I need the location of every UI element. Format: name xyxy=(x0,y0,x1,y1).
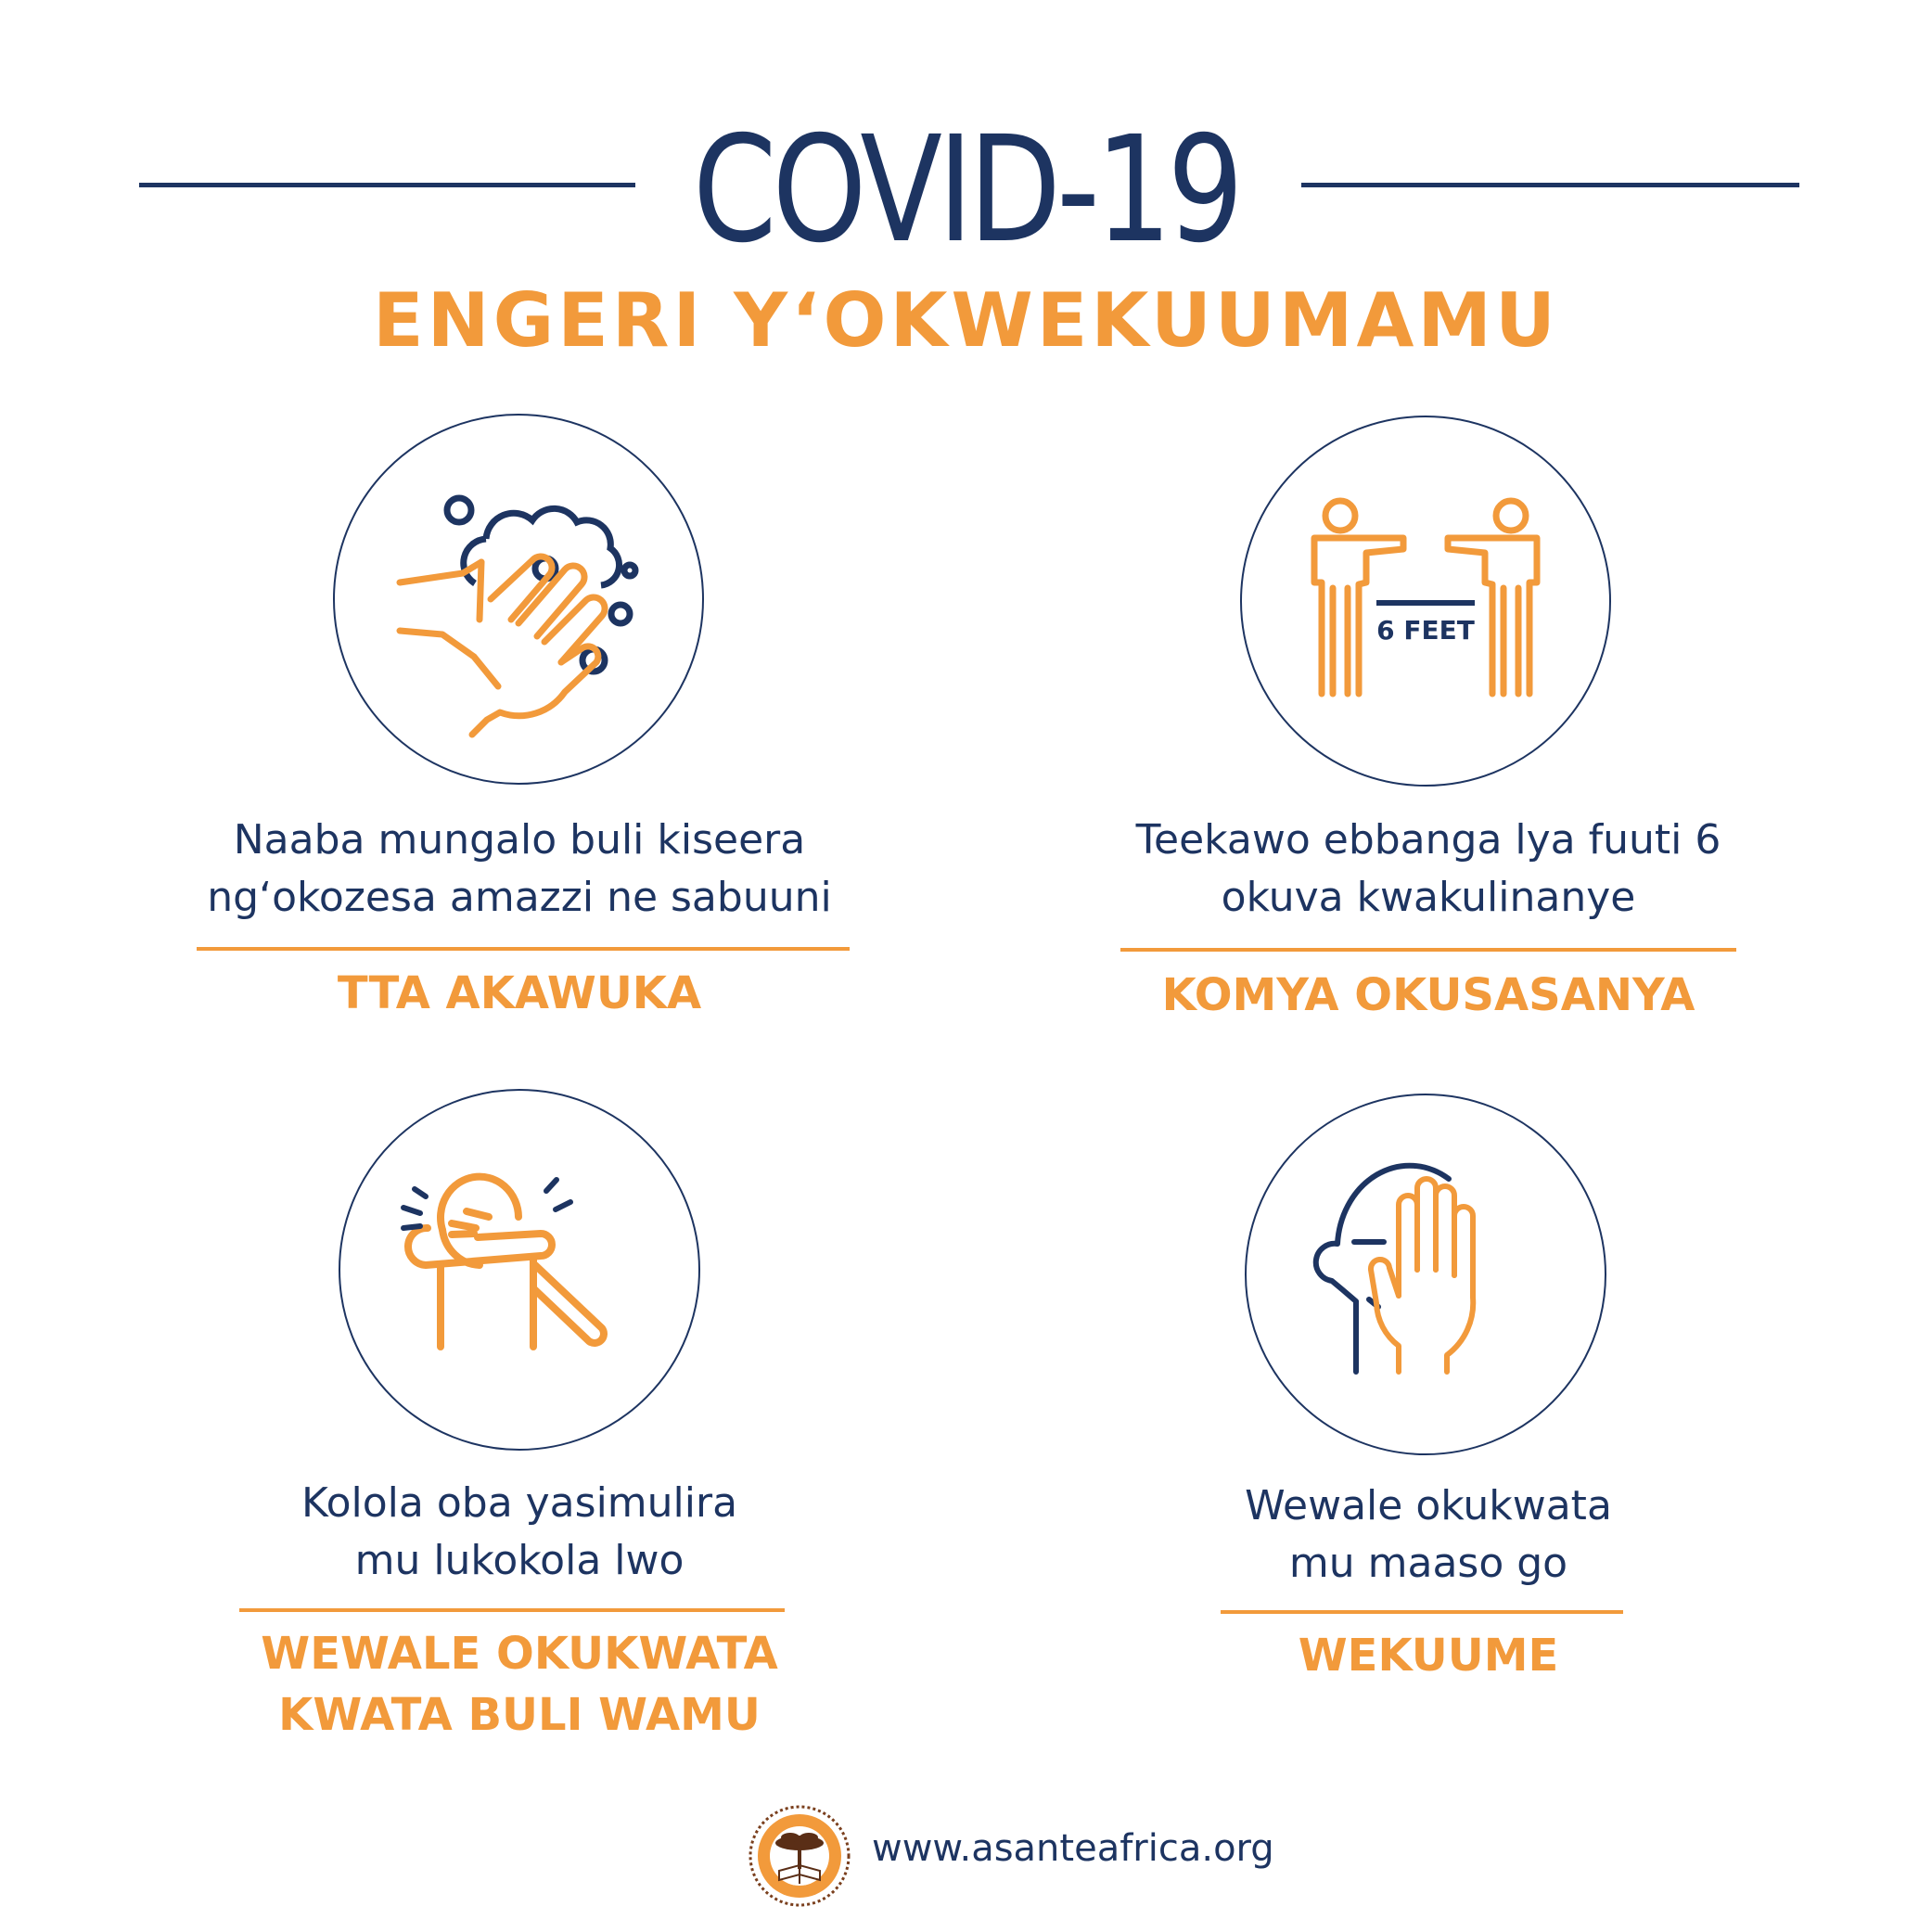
tip-2-label: KOMYA OKUSASANYA xyxy=(1161,969,1695,1021)
tip-4-description: Wewale okukwata mu maaso go xyxy=(1245,1482,1612,1587)
six-feet-label: 6 FEET xyxy=(1376,615,1475,646)
tip-3-description: Kolola oba yasimulira mu lukokola lwo xyxy=(301,1479,738,1584)
tip-1-label: TTA AKAWUKA xyxy=(337,967,702,1019)
cough-into-elbow-icon xyxy=(339,1089,700,1451)
tip-1-divider xyxy=(197,947,850,951)
tip-2-divider xyxy=(1120,948,1736,952)
page-title: COVID-19 xyxy=(692,105,1240,275)
asante-africa-logo xyxy=(748,1804,851,1908)
tip-3-label: WEWALE OKUKWATA KWATA BULI WAMU xyxy=(261,1628,778,1741)
dont-touch-face-icon xyxy=(1245,1094,1606,1455)
tip-2-description: Teekawo ebbanga lya fuuti 6 okuva kwakulinanye xyxy=(1135,816,1721,921)
social-distance-icon xyxy=(1240,416,1611,787)
tip-4-divider xyxy=(1221,1610,1623,1614)
tip-3-divider xyxy=(239,1608,785,1612)
hand-washing-icon xyxy=(333,414,704,785)
footer-website-link[interactable]: www.asanteafrica.org xyxy=(872,1827,1274,1870)
tip-1-description: Naaba mungalo buli kiseera ng‘okozesa amazzi ne sabuuni xyxy=(207,816,832,921)
tip-4-label: WEKUUME xyxy=(1298,1630,1559,1682)
page-subtitle: ENGERI Y‘OKWEKUUMAMU xyxy=(373,277,1559,364)
